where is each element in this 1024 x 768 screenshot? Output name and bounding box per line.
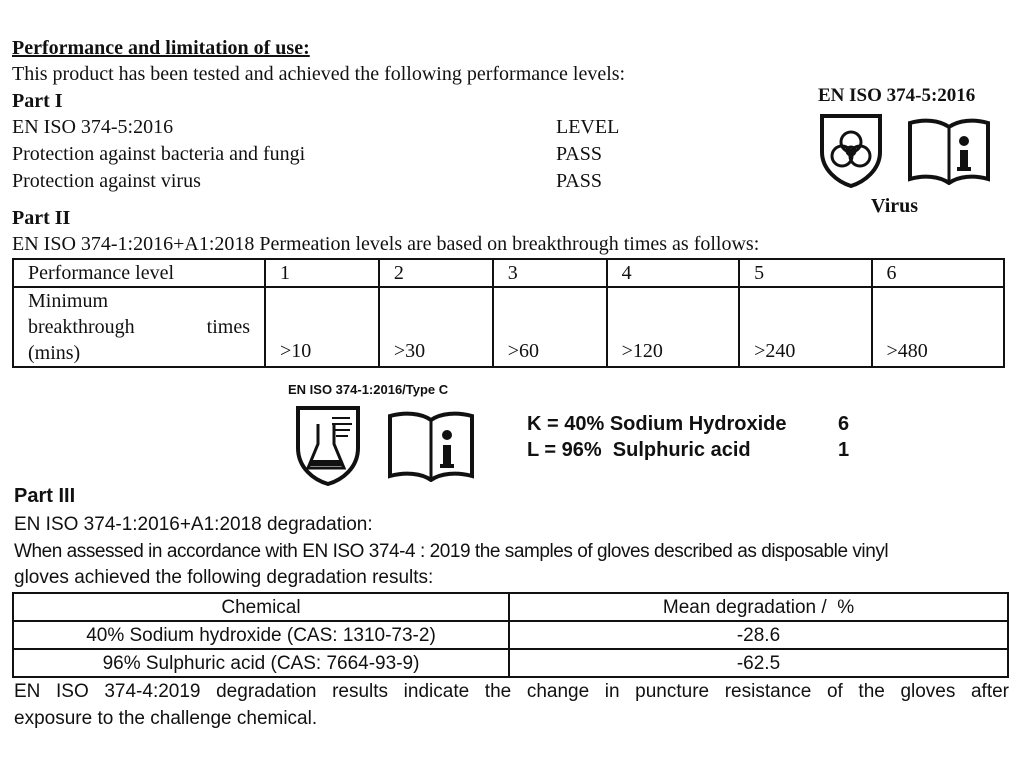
badge-caption-virus: Virus bbox=[871, 195, 919, 217]
part3-heading: Part III bbox=[14, 485, 76, 507]
row-label-line: (mins) bbox=[28, 342, 81, 364]
table-cell: >120 bbox=[607, 287, 739, 367]
chemical-flask-shield-icon bbox=[294, 404, 362, 488]
permeation-table bbox=[12, 258, 1005, 368]
table-header-cell: 5 bbox=[739, 259, 871, 287]
table-row bbox=[13, 593, 1008, 621]
row-label-line bbox=[28, 314, 250, 340]
chemical-code: L = 96% Sulphuric acid bbox=[527, 439, 751, 461]
part1-row-value: PASS bbox=[556, 170, 602, 192]
part3-line: gloves achieved the following degradation results: bbox=[14, 567, 434, 588]
part1-row-label: Protection against bacteria and fungi bbox=[12, 143, 306, 165]
table-cell: >30 bbox=[379, 287, 493, 367]
part3-line: When assessed in accordance with EN ISO 374-4 : 2019 the samples of gloves described as disposable vinyl bbox=[14, 541, 889, 562]
chemical-level: 6 bbox=[838, 413, 850, 435]
footer-line: EN ISO 374-4:2019 degradation results indicate the change in puncture resistance of the gloves after bbox=[14, 681, 1009, 702]
part1-heading: Part I bbox=[12, 90, 63, 112]
part1-row-value: LEVEL bbox=[556, 116, 620, 138]
table-header-cell: Performance level bbox=[13, 259, 265, 287]
row-label-word: breakthrough bbox=[28, 316, 135, 338]
table-header-cell: 3 bbox=[493, 259, 607, 287]
badge-title-iso-374-1: EN ISO 374-1:2016/Type C bbox=[288, 382, 449, 397]
table-row bbox=[13, 649, 1008, 677]
table-row bbox=[13, 259, 1004, 287]
table-cell: -62.5 bbox=[509, 649, 1008, 677]
chemical-level: 1 bbox=[838, 439, 850, 461]
table-cell: -28.6 bbox=[509, 621, 1008, 649]
table-cell: >60 bbox=[493, 287, 607, 367]
table-header-cell: Mean degradation / % bbox=[509, 593, 1008, 621]
part1-row-label: Protection against virus bbox=[12, 170, 201, 192]
degradation-table bbox=[12, 592, 1009, 678]
row-label-word: times bbox=[206, 316, 250, 338]
table-cell: >10 bbox=[265, 287, 379, 367]
part1-row-value: PASS bbox=[556, 143, 602, 165]
table-cell: >480 bbox=[872, 287, 1004, 367]
part2-intro: EN ISO 374-1:2016+A1:2018 Permeation levels are based on breakthrough times as follows: bbox=[12, 233, 760, 255]
row-label-line: Minimum bbox=[28, 290, 109, 312]
table-cell: 96% Sulphuric acid (CAS: 7664-93-9) bbox=[13, 649, 509, 677]
chemical-code: K = 40% Sodium Hydroxide bbox=[527, 413, 787, 435]
table-row bbox=[13, 287, 1004, 367]
badge-title-iso-374-5: EN ISO 374-5:2016 bbox=[818, 85, 976, 106]
intro-text: This product has been tested and achieved the following performance levels: bbox=[12, 63, 626, 85]
table-header-cell: 1 bbox=[265, 259, 379, 287]
section-title: Performance and limitation of use: bbox=[12, 37, 310, 59]
part3-line: EN ISO 374-1:2016+A1:2018 degradation: bbox=[14, 514, 373, 535]
table-header-cell: 2 bbox=[379, 259, 493, 287]
table-row bbox=[13, 621, 1008, 649]
table-cell: >240 bbox=[739, 287, 871, 367]
table-row-label bbox=[13, 287, 265, 367]
table-header-cell: 6 bbox=[872, 259, 1004, 287]
part2-heading: Part II bbox=[12, 207, 71, 229]
biohazard-shield-icon bbox=[818, 112, 884, 188]
info-book-icon bbox=[906, 117, 992, 185]
table-cell: 40% Sodium hydroxide (CAS: 1310-73-2) bbox=[13, 621, 509, 649]
table-header-cell: 4 bbox=[607, 259, 739, 287]
footer-line: exposure to the challenge chemical. bbox=[14, 708, 318, 729]
table-header-cell: Chemical bbox=[13, 593, 509, 621]
part1-row-label: EN ISO 374-5:2016 bbox=[12, 116, 174, 138]
info-book-icon bbox=[386, 410, 476, 482]
